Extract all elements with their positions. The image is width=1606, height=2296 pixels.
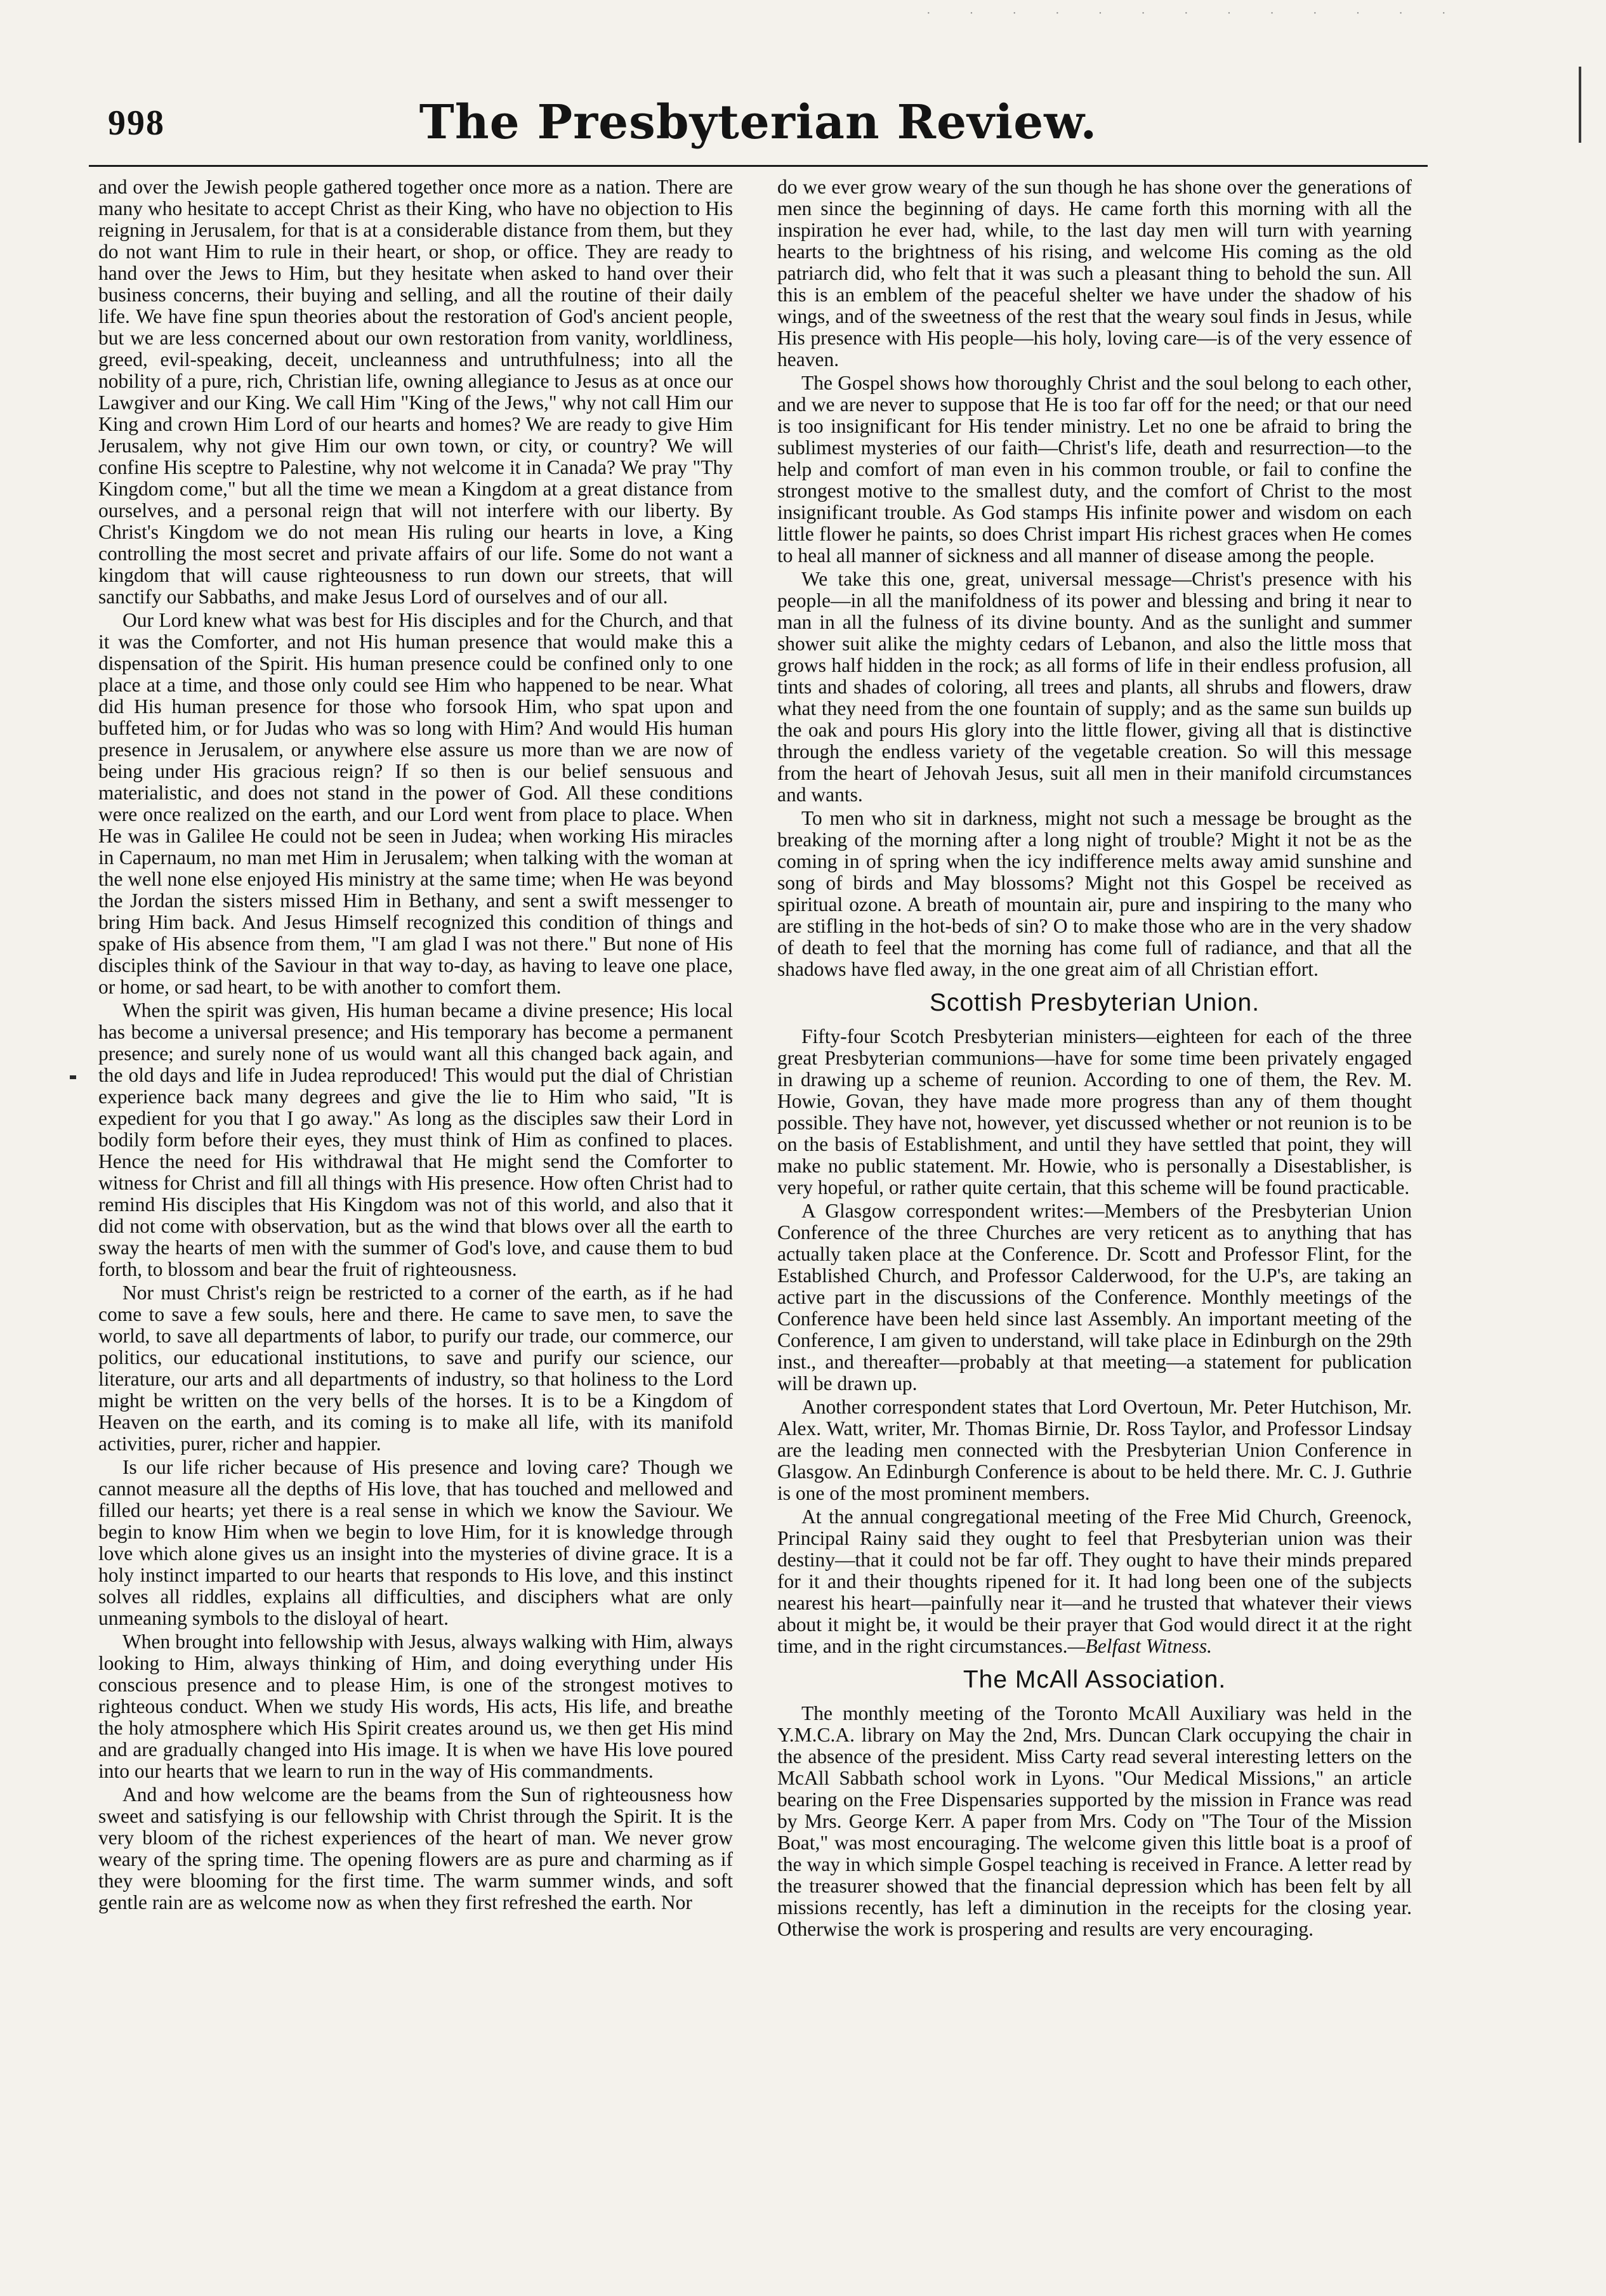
scan-margin-mark: [70, 1075, 76, 1079]
article-paragraph: When the spirit was given, His human became a divine presence; His local has become a universal presence; and His temporary has become a permanent presence; and surely none of us would want all this changed back again, and the old days and life in Judea reproduced! This would put the dial of Christian experience back many degrees and give the lie to Him who said, "It is expedient for you that I go away." As long as the disciples saw their Lord in bodily form before their eyes, they must think of Him as confined to places. Hence the need for His withdrawal that He might send the Comforter to witness for Christ and fill all things with His presence. How often Christ had to remind His disciples that His Kingdom was not of this world, and also that it did not come with observation, but as the wind that blows over all the earth to sway the hearts of men with the summer of God's love, and cause them to bud forth, to blossom and bear the fruit of righteousness.: [98, 999, 733, 1280]
source-attribution: —Belfast Witness.: [1067, 1635, 1212, 1657]
page-number: 998: [108, 103, 165, 143]
section-title-scottish-union: Scottish Presbyterian Union.: [929, 989, 1260, 1016]
article-paragraph: The Gospel shows how thoroughly Christ and the soul belong to each other, and we are never to suppose that He is too far off for the need; or that our need is too insignificant for His tender ministry. Let no one be afraid to bring the sublimest mysteries of our faith—Christ's life, death and resurrection—to the help and comfort of man even in his common trouble, or fail to confine the strongest motive to the smallest duty, and the comfort of Christ to the most insignificant trouble. As God stamps His infinite power and wisdom on each little flower he paints, so does Christ impart His richest graces when He comes to heal all manner of sickness and all manner of disease among the people.: [777, 372, 1412, 567]
article-paragraph: Our Lord knew what was best for His disciples and for the Church, and that it was the Comforter, and not His human presence that would make this a dispensation of the Spirit. His human presence could be confined only to one place at a time, and those only could see Him who happened to be near. What did His human presence for those who forsook Him, who spat upon and buffeted him, or for Judas who was so long with Him? And would His human presence in Jerusalem, or anywhere else assure us more than we are now of being under His gracious reign? If so then is our belief sensuous and materialistic, and does not stand in the power of God. All these conditions were once realized on the earth, and our Lord went from place to place. When He was in Galilee He could not be seen in Judea; when working His miracles in Capernaum, no man met Him in Jerusalem; when talking with the woman at the well none else enjoyed His ministry at the same time; when He was beyond the Jordan the sisters missed Him in Bethany, and sent a swift messenger to bring Him back. And Jesus Himself recognized this condition of things and spake of His absence from them, "I am glad I was not there." But none of His disciples think of the Saviour in that way to-day, as having to leave one place, or home, or sad heart, to be with another to comfort them.: [98, 609, 733, 998]
article-paragraph: The monthly meeting of the Toronto McAll Auxiliary was held in the Y.M.C.A. library on May the 2nd, Mrs. Duncan Clark occupying the chair in the absence of the president. Miss Carty read several interesting letters on the McAll Sabbath school work in Lyons. "Our Medical Missions," an article bearing on the Free Dispensaries supported by the mission in France was read by Mrs. George Kerr. A paper from Mrs. Cody on "The Tour of the Mission Boat," was most encouraging. The welcome given this little boat is a proof of the way in which simple Gospel teaching is received in France. A letter read by the treasurer showed that the financial depression which has been felt by all missions recently, has left a diminution in the receipts for the closing year. Otherwise the work is prospering and results are very encouraging.: [777, 1702, 1412, 1940]
article-paragraph: We take this one, great, universal message—Christ's presence with his people—in all the manifoldness of its power and blessing and bring it near to man in all the fulness of its divine bounty. And as the sunlight and summer shower suit alike the mighty cedars of Lebanon, and also the little moss that grows half hidden in the rock; as all forms of life in their endless profusion, all tints and shades of coloring, all trees and plants, all shrubs and flowers, draw what they need from the one fountain of supply; and as the same sun builds up the oak and pours His glory into the little flower, giving all that is distinctive through the endless variety of the vegetable creation. So will this message from the heart of Jehovah Jesus, suit all men in their manifold circumstances and wants.: [777, 568, 1412, 806]
article-paragraph: do we ever grow weary of the sun though he has shone over the generations of men since the beginning of days. He came forth this morning with all the inspiration he ever had, while, to the last day men will turn with yearning hearts to the brightness of his rising, and welcome His coming as the old patriarch did, who felt that it was such a pleasant thing to behold the sun. All this is an emblem of the peaceful shelter we have under the shadow of his wings, and of the sweetness of the rest that the weary soul finds in Jesus, while His presence with His people—his holy, loving care—is of the very essence of heaven.: [777, 176, 1412, 371]
scan-edge-mark: [1579, 67, 1581, 143]
article-paragraph: [777, 1506, 1412, 1657]
page-header: [89, 95, 1428, 167]
left-column: [98, 176, 733, 1915]
right-column: [777, 176, 1412, 1942]
article-paragraph: Nor must Christ's reign be restricted to a corner of the earth, as if he had come to save a few souls, here and there. He came to save men, to save the world, to save all departments of labor, to purify our trade, our commerce, our politics, our educational institutions, to save and purify our science, our literature, our arts and all departments of industry, so that holiness to the Lord might be written on the very bells of the horses. It is to be a Kingdom of Heaven on the earth, and its coming is to make all life, with its manifold activities, purer, richer and happier.: [98, 1282, 733, 1455]
article-paragraph: To men who sit in darkness, might not such a message be brought as the breaking of the morning after a long night of trouble? Might it not be as the coming in of spring when the icy indifference melts away amid sunshine and song of birds and May blossoms? Might not this Gospel be received as spiritual ozone. A breath of mountain air, pure and inspiring to the many who are stifling in the hot-beds of sin? O to make those who are in the very shadow of death to feel that the morning has come full of radiance, and that all the shadows have fled away, in the one great aim of all Christian effort.: [777, 807, 1412, 980]
article-paragraph: And and how welcome are the beams from the Sun of righteousness how sweet and satisfying is our fellowship with Christ through the Spirit. It is the very bloom of the richest experiences of the heart of man. We never grow weary of the spring time. The opening flowers are as pure and charming as if they were blooming for the first time. The warm summer winds, and soft gentle rain are as welcome now as when they first refreshed the earth. Nor: [98, 1783, 733, 1913]
article-paragraph: Another correspondent states that Lord Overtoun, Mr. Peter Hutchison, Mr. Alex. Watt, writer, Mr. Thomas Birnie, Dr. Ross Taylor, and Professor Lindsay are the leading men connected with the Presbyterian Union Conference in Glasgow. An Edinburgh Conference is about to be held there. Mr. C. J. Guthrie is one of the most prominent members.: [777, 1396, 1412, 1504]
article-paragraph: A Glasgow correspondent writes:—Members of the Presbyterian Union Conference of the three Churches are very reticent as to anything that has actually taken place at the Conference. Dr. Scott and Professor Flint, for the Established Church, and Professor Calderwood, for the U.P's, are taking an active part in the discussions of the Conference. Monthly meetings of the Conference have been held since last Assembly. An important meeting of the Conference, I am given to understand, will take place in Edinburgh on the 29th inst., and thereafter—probably at that meeting—a statement for publication will be drawn up.: [777, 1200, 1412, 1394]
article-paragraph: When brought into fellowship with Jesus, always walking with Him, always looking to Him, always thinking of Him, and doing everything under His conscious presence and to please Him, is one of the strongest motives to righteous conduct. When we study His words, His acts, His life, and breathe the holy atmosphere which His Spirit creates around us, we then get His mind and are gradually changed into His image. It is when we have His love poured into our hearts that we learn to run in the way of His commandments.: [98, 1630, 733, 1782]
article-paragraph-text: At the annual congregational meeting of the Free Mid Church, Greenock, Principal Rainy said they ought to feel that Presbyterian union was their destiny—that it could not be far off. They ought to have their minds prepared for it and their thoughts ripened for it. It had long been one of the subjects nearest his heart—painfully near it—and he trusted that whatever their views about it might be, it would be their prayer that God would direct it at the right time, and in the right circumstances.: [777, 1506, 1412, 1657]
section-title-mcall-association: The McAll Association.: [963, 1666, 1227, 1693]
journal-title: The Presbyterian Review.: [419, 95, 1098, 150]
article-paragraph: Fifty-four Scotch Presbyterian ministers—eighteen for each of the three great Presbyterian communions—have for some time been privately engaged in drawing up a scheme of reunion. According to one of them, the Rev. M. Howie, Govan, they have made more progress than any of them thought possible. They have not, however, yet discussed whether or not reunion is to be on the basis of Establishment, and until they have settled that point, they will make no public statement. Mr. Howie, who is personally a Disestablisher, is very hopeful, or rather quite certain, that this scheme will be found practicable.: [777, 1025, 1412, 1198]
article-paragraph: and over the Jewish people gathered together once more as a nation. There are many who hesitate to accept Christ as their King, who have no objection to His reigning in Jerusalem, for that is at a considerable distance from them, but they do not want Him to rule in their heart, or shop, or office. They are ready to hand over the Jews to Him, but they hesitate when asked to hand over their business concerns, their buying and selling, and all the routine of their daily life. We have fine spun theories about the restoration of God's ancient people, but we are less concerned about our own restoration from vanity, worldliness, greed, evil-speaking, deceit, uncleanness and untruthfulness; into all the nobility of a pure, rich, Christian life, owning allegiance to Jesus as at once our Lawgiver and our King. We call Him "King of the Jews," why not call Him our King and crown Him Lord of our hearts and homes? We are ready to give Him Jerusalem, why not give Him our own town, or city, or country? We will confine His sceptre to Palestine, why not welcome it in Canada? We pray "Thy Kingdom come," but all the time we mean a Kingdom at a great distance from ourselves, and a personal reign that will not interfere with our liberty. By Christ's Kingdom we do not mean His ruling our hearts in love, a King controlling the most secret and private affairs of our life. Some do not want a kingdom that will cause righteousness to run down our streets, that will sanctify our Sabbaths, and make Jesus Lord of ourselves and of our all.: [98, 176, 733, 608]
article-paragraph: Is our life richer because of His presence and loving care? Though we cannot measure all the depths of His love, that has touched and mellowed and filled our hearts; yet there is a real sense in which we know the Saviour. We begin to know Him when we begin to love Him, for it is knowledge through love which alone gives us an insight into the mysteries of divine grace. It is a holy instinct imparted to our hearts that responds to His love, and this instinct solves all riddles, explains all difficulties, and disciphers what are only unmeaning symbols to the disloyal of heart.: [98, 1456, 733, 1629]
scan-speckle-marks: · · · · · · · · · · · · ·: [926, 6, 1464, 20]
